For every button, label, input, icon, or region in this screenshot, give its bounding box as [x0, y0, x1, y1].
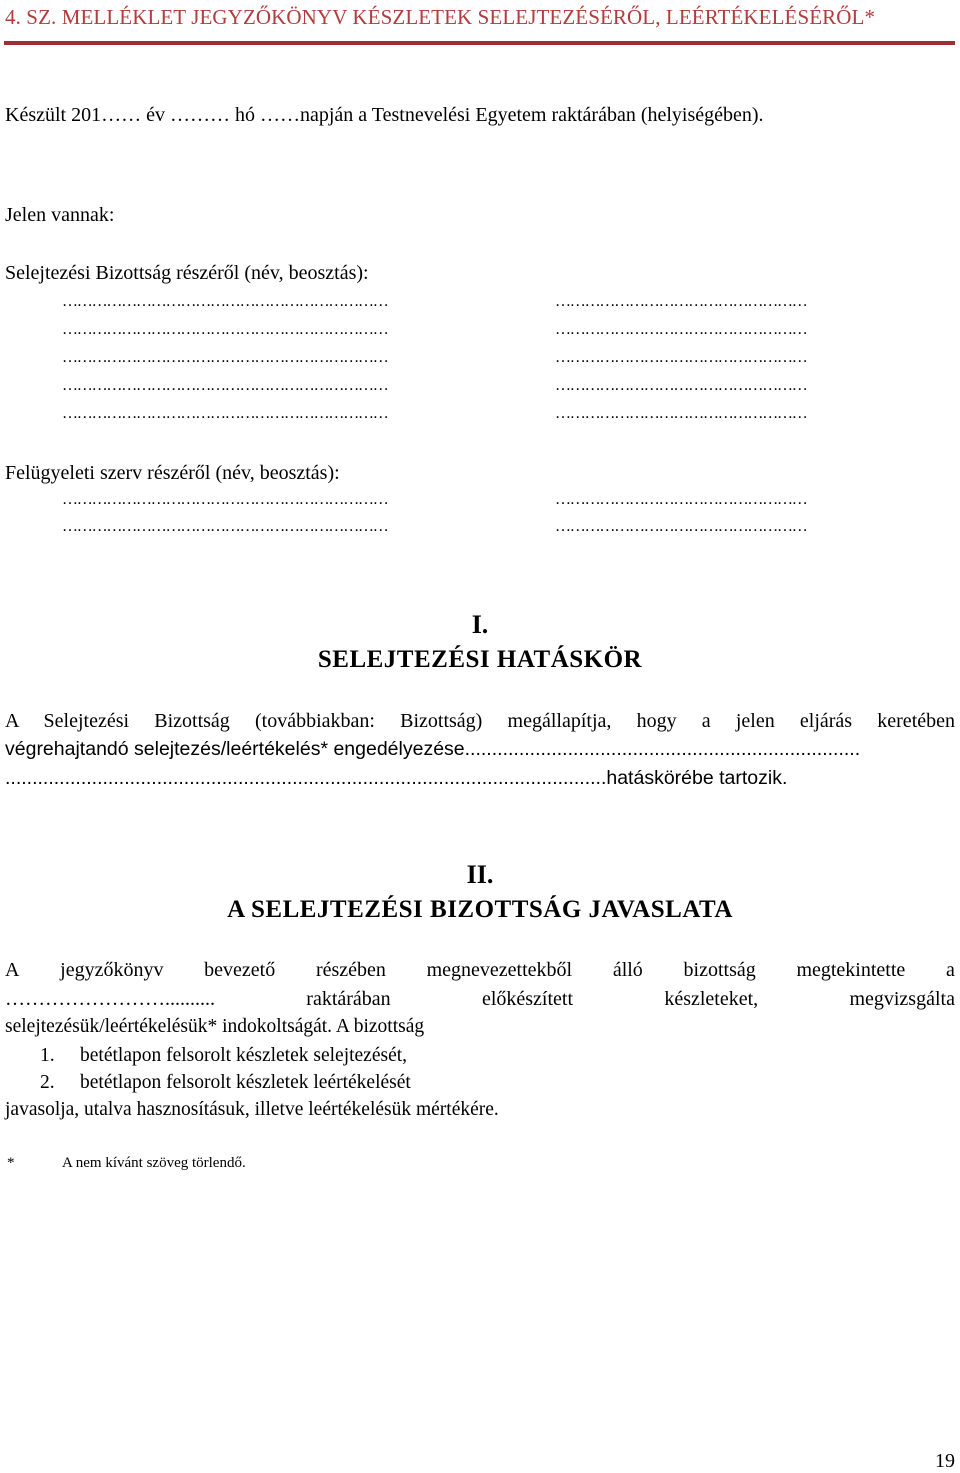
- committee-dotted-line-left: …………………………………………………………: [62, 405, 388, 422]
- word: megtekintette: [796, 959, 906, 981]
- committee-dotted-line-right: ……………………………………………: [555, 377, 807, 394]
- list-item-text: betétlapon felsorolt készletek selejtezését,: [80, 1045, 408, 1066]
- word: a: [946, 959, 955, 981]
- committee-dotted-line-left: …………………………………………………………: [62, 377, 388, 394]
- section-1-number: I.: [471, 610, 489, 639]
- word: A: [5, 959, 20, 981]
- word: jegyzőkönyv: [60, 959, 164, 981]
- section-1-paragraph-line-1: A Selejtezési Bizottság (továbbiakban: Bizottság) megállapítja, hogy a jelen eljárás keretében: [5, 710, 955, 732]
- word: álló: [612, 959, 643, 981]
- section-1-paragraph-line-3: ...............................................................................................................hatáskörébe tartozik.: [5, 767, 788, 789]
- supervisor-dotted-line-right: ……………………………………………: [555, 518, 807, 535]
- committee-label: Selejtezési Bizottság részéről (név, beosztás):: [5, 262, 369, 284]
- supervisor-label: Felügyeleti szerv részéről (név, beosztás):: [5, 462, 340, 484]
- committee-dotted-line-right: ……………………………………………: [555, 405, 807, 422]
- section-2-line-2: [5, 988, 955, 1011]
- section-2-line-1: [5, 959, 955, 982]
- committee-dotted-line-right: ……………………………………………: [555, 349, 807, 366]
- made-line: Készült 201…… év ……… hó ……napján a Testnevelési Egyetem raktárában (helyiségében).: [5, 104, 764, 126]
- word: részében: [315, 959, 386, 981]
- word: bizottság: [683, 959, 756, 981]
- supervisor-dotted-line-left: …………………………………………………………: [62, 518, 388, 535]
- word: előkészített: [481, 988, 574, 1010]
- committee-dotted-line-right: ……………………………………………: [555, 321, 807, 338]
- word: ……………………..........: [5, 988, 215, 1010]
- section-1-paragraph-line-2: végrehajtandó selejtezés/leértékelés* engedélyezése.........................................................................: [5, 738, 861, 760]
- section-1-title: SELEJTEZÉSI HATÁSKÖR: [317, 646, 643, 673]
- word: megnevezettekből: [426, 959, 573, 981]
- supervisor-dotted-line-left: …………………………………………………………: [62, 491, 388, 508]
- section-2-title: A SELEJTEZÉSI BIZOTTSÁG JAVASLATA: [227, 896, 733, 923]
- page-number: 19: [935, 1450, 955, 1472]
- section-2-line-3: selejtezésük/leértékelésük* indokoltságát. A bizottság: [5, 1016, 425, 1037]
- footnote-mark: *: [7, 1155, 15, 1171]
- list-item-number: 1.: [40, 1045, 55, 1066]
- document-title: 4. SZ. MELLÉKLET JEGYZŐKÖNYV KÉSZLETEK SELEJTEZÉSÉRŐL, LEÉRTÉKELÉSÉRŐL*: [5, 5, 876, 29]
- word: bevezető: [204, 959, 276, 981]
- supervisor-dotted-line-right: ……………………………………………: [555, 491, 807, 508]
- section-2-number: II.: [466, 860, 494, 889]
- section-2-closing: javasolja, utalva hasznosításuk, illetve leértékelésük mértékére.: [5, 1099, 499, 1120]
- committee-dotted-line-right: ……………………………………………: [555, 293, 807, 310]
- word: készleteket,: [664, 988, 759, 1010]
- footnote-text: A nem kívánt szöveg törlendő.: [62, 1155, 246, 1171]
- word: megvizsgálta: [849, 988, 955, 1010]
- committee-dotted-line-left: …………………………………………………………: [62, 293, 388, 310]
- list-item-text: betétlapon felsorolt készletek leértékelését: [80, 1072, 411, 1093]
- list-item-number: 2.: [40, 1072, 55, 1093]
- committee-dotted-line-left: …………………………………………………………: [62, 321, 388, 338]
- committee-dotted-line-left: …………………………………………………………: [62, 349, 388, 366]
- present-label: Jelen vannak:: [5, 204, 115, 226]
- word: raktárában: [306, 988, 391, 1010]
